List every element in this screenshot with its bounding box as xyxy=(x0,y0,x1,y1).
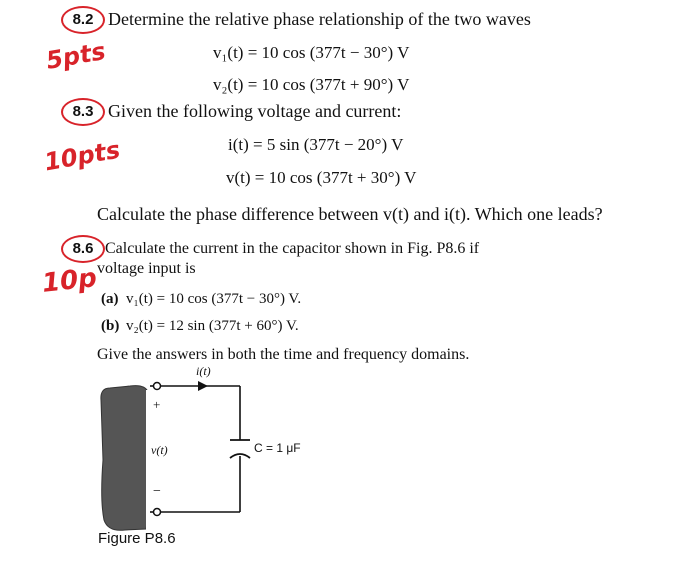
source-label: v(t) xyxy=(151,443,168,457)
problem-text: voltage input is xyxy=(97,260,196,277)
problem-text: Given the following voltage and current: xyxy=(108,101,402,121)
terminal-node xyxy=(154,509,161,516)
problem-number: 8.6 xyxy=(72,240,94,257)
current-label: i(t) xyxy=(196,364,211,378)
points-annotation: 5pts xyxy=(44,37,108,75)
problem-text: Determine the relative phase relationship of the two waves xyxy=(108,9,531,29)
figure-caption: Figure P8.6 xyxy=(98,530,176,547)
equation: v₂(t) = 10 cos (377t + 90°) V xyxy=(213,75,410,94)
problem-number: 8.3 xyxy=(72,103,94,120)
terminal-node xyxy=(154,383,161,390)
points-annotation: 10p xyxy=(40,263,99,299)
capacitor-label: C = 1 μF xyxy=(254,441,301,455)
current-arrow-icon xyxy=(198,381,208,391)
minus-sign: − xyxy=(153,484,161,499)
equation: i(t) = 5 sin (377t − 20°) V xyxy=(228,135,404,154)
equation: v(t) = 10 cos (377t + 30°) V xyxy=(226,168,417,187)
capacitor-icon xyxy=(230,440,250,458)
equation: v₂(t) = 12 sin (377t + 60°) V. xyxy=(126,318,299,334)
problem-note: Give the answers in both the time and frequency domains. xyxy=(97,346,470,363)
problem-number: 8.2 xyxy=(72,11,94,28)
problem-text: Calculate the current in the capacitor shown in Fig. P8.6 if xyxy=(105,240,480,257)
equation: v₁(t) = 10 cos (377t − 30°) V. xyxy=(126,291,302,307)
part-label: (b) xyxy=(101,318,120,334)
problem-question: Calculate the phase difference between v(t) and i(t). Which one leads? xyxy=(97,204,603,224)
source-block xyxy=(101,386,152,531)
part-label: (a) xyxy=(101,291,119,307)
equation: v₁(t) = 10 cos (377t − 30°) V xyxy=(213,43,410,62)
plus-sign: + xyxy=(153,397,161,412)
points-annotation: 10pts xyxy=(42,135,123,177)
